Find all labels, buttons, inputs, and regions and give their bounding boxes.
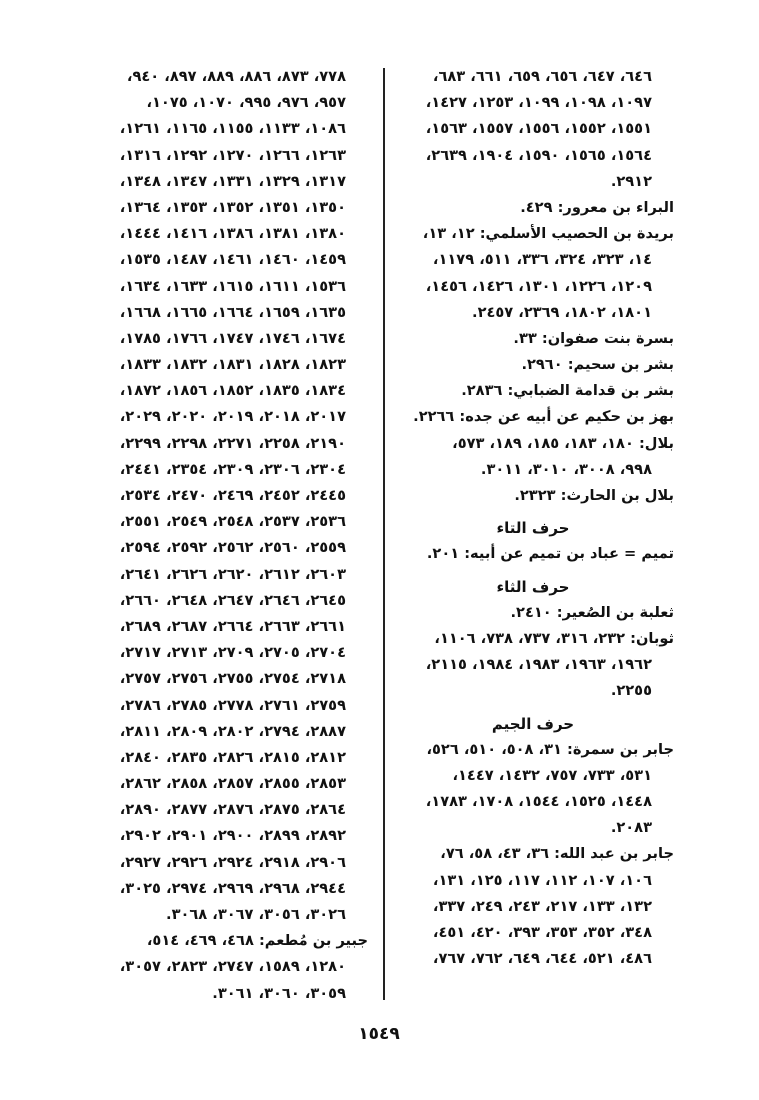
index-entry: بهز بن حكيم عن أبيه عن جده: ٢٢٦٦. [413, 408, 674, 426]
index-entry: بشر بن سحيم: ٢٩٦٠. [521, 356, 674, 374]
index-line: ٢٨١٢، ٢٨١٥، ٢٨٢٦، ٢٨٣٥، ٢٨٤٠، [119, 748, 346, 766]
index-line: ٣٤٨، ٣٥٢، ٣٥٣، ٣٩٣، ٤٢٠، ٤٥١، [432, 924, 652, 941]
index-line: ١٨٢٣، ١٨٢٨، ١٨٣١، ١٨٣٢، ١٨٣٣، [119, 356, 346, 374]
index-entry: تميم = عباد بن تميم عن أبيه: ٢٠١. [426, 545, 674, 563]
index-line: ١٥٥١، ١٥٥٢، ١٥٥٦، ١٥٥٧، ١٥٦٣، [425, 120, 652, 138]
index-line: ١٣٨٠، ١٣٨١، ١٣٨٦، ١٤١٦، ١٤٤٤، [119, 225, 346, 243]
index-line: ١٠٦، ١٠٧، ١١٢، ١١٧، ١٢٥، ١٣١، [432, 871, 652, 889]
index-line: ١٠٩٧، ١٠٩٨، ١٠٩٩، ١٢٥٣، ١٤٢٧، [425, 94, 652, 112]
index-line: ١٢٨٠، ١٥٨٩، ٢٧٤٧، ٢٨٢٣، ٣٠٥٧، [119, 958, 346, 976]
index-line: ٢١٩٠، ٢٢٥٨، ٢٢٧١، ٢٢٩٨، ٢٢٩٩، [119, 434, 346, 452]
index-line: ٢٦٠٣، ٢٦١٢، ٢٦٢٠، ٢٦٢٦، ٢٦٤١، [119, 565, 346, 583]
index-line: ٣٠٥٩، ٣٠٦٠، ٣٠٦١. [212, 984, 346, 1002]
index-line: ١٣١٧، ١٣٢٩، ١٣٣١، ١٣٤٧، ١٣٤٨، [119, 172, 346, 190]
index-line: ٢٩١٢. [610, 172, 652, 190]
index-entry: بشر بن قدامة الضبابي: ٢٨٣٦. [461, 382, 674, 400]
index-entry: جبير بن مُطعم: ٤٦٨، ٤٦٩، ٥١٤، [146, 932, 368, 950]
index-line: ٢٠١٧، ٢٠١٨، ٢٠١٩، ٢٠٢٠، ٢٠٢٩، [119, 408, 346, 426]
index-line: ٣٠٢٦، ٣٠٥٦، ٣٠٦٧، ٣٠٦٨. [166, 906, 346, 923]
index-line: ٥٣١، ٧٣٣، ٧٥٧، ١٤٣٢، ١٤٤٧، [452, 766, 652, 784]
index-entry: بلال بن الحارث: ٢٣٢٣. [514, 487, 674, 504]
section-heading-thaa: حرف الثاء [496, 577, 570, 596]
index-line: ٢٦٤٥، ٢٦٤٦، ٢٦٤٧، ٢٦٤٨، ٢٦٦٠، [119, 591, 346, 609]
index-entry: ثعلبة بن الصُعير: ٢٤١٠. [510, 603, 674, 621]
index-line: ١٩٦٢، ١٩٦٣، ١٩٨٣، ١٩٨٤، ٢١١٥، [425, 656, 652, 674]
index-line: ٩٥٧، ٩٧٦، ٩٩٥، ١٠٧٠، ١٠٧٥، [146, 94, 346, 112]
index-line: ٢٨٨٧، ٢٧٩٤، ٢٨٠٢، ٢٨٠٩، ٢٨١١، [119, 722, 346, 740]
page-number: ١٥٤٩ [358, 1024, 400, 1044]
index-line: ٢٩٠٦، ٢٩١٨، ٢٩٢٤، ٢٩٢٦، ٢٩٢٧، [119, 853, 346, 871]
index-line: ٢٣٠٤، ٢٣٠٦، ٢٣٠٩، ٢٣٥٤، ٢٤٤١، [119, 460, 346, 478]
index-line: ١٨٣٤، ١٨٣٥، ١٨٥٢، ١٨٥٦، ١٨٧٢، [119, 382, 346, 400]
section-heading-taa: حرف التاء [496, 519, 570, 538]
index-line: ٧٧٨، ٨٧٣، ٨٨٦، ٨٨٩، ٨٩٧، ٩٤٠، [126, 68, 346, 85]
index-line: ١٢٦٣، ١٢٦٦، ١٢٧٠، ١٢٩٢، ١٣١٦، [119, 146, 346, 164]
index-line: ١٥٣٦، ١٦١١، ١٦١٥، ١٦٣٣، ١٦٣٤، [119, 277, 346, 295]
column-divider [383, 68, 385, 1000]
left-column [80, 64, 368, 1007]
index-line: ٢٩٤٤، ٢٩٦٨، ٢٩٦٩، ٢٩٧٤، ٣٠٢٥، [119, 879, 346, 897]
index-line: ٢٢٥٥. [610, 682, 652, 700]
index-entry: ثوبان: ٢٣٢، ٣١٦، ٧٣٧، ٧٣٨، ١١٠٦، [434, 629, 674, 647]
index-line: ١٠٨٦، ١١٣٣، ١١٥٥، ١١٦٥، ١٢٦١، [119, 120, 346, 138]
index-entry: جابر بن عبد الله: ٣٦، ٤٣، ٥٨، ٧٦، [440, 845, 674, 863]
index-line: ٢٥٣٦، ٢٥٣٧، ٢٥٤٨، ٢٥٤٩، ٢٥٥١، [119, 513, 346, 531]
index-line: ٦٤٦، ٦٤٧، ٦٥٦، ٦٥٩، ٦٦١، ٦٨٣، [432, 68, 652, 85]
index-entry: البراء بن معرور: ٤٢٩. [520, 198, 674, 216]
index-line: ٩٩٨، ٣٠٠٨، ٣٠١٠، ٣٠١١. [480, 460, 652, 478]
index-line: ٢٨٩٢، ٢٨٩٩، ٢٩٠٠، ٢٩٠١، ٢٩٠٢، [119, 827, 346, 845]
index-line: ١٤٤٨، ١٥٢٥، ١٥٤٤، ١٧٠٨، ١٧٨٣، [425, 793, 652, 811]
index-line: ٢٧١٨، ٢٧٥٤، ٢٧٥٥، ٢٧٥٦، ٢٧٥٧، [119, 670, 346, 688]
index-line: ١٨٠١، ١٨٠٢، ٢٣٦٩، ٢٤٥٧. [472, 303, 652, 321]
index-line: ٢٠٨٣. [610, 819, 652, 837]
index-entry: جابر بن سمرة: ٣١، ٥٠٨، ٥١٠، ٥٢٦، [426, 740, 674, 758]
index-entry: بلال: ١٨٠، ١٨٣، ١٨٥، ١٨٩، ٥٧٣، [452, 434, 674, 452]
index-line: ١٢٠٩، ١٢٢٦، ١٣٠١، ١٤٢٦، ١٤٥٦، [425, 277, 652, 295]
index-line: ١٣٢، ١٣٣، ٢١٧، ٢٤٣، ٢٤٩، ٣٣٧، [432, 897, 652, 915]
index-line: ٢٧٠٤، ٢٧٠٥، ٢٧٠٩، ٢٧١٣، ٢٧١٧، [119, 644, 346, 662]
index-line: ٢٦٦١، ٢٦٦٣، ٢٦٦٤، ٢٦٨٧، ٢٦٨٩، [119, 617, 346, 635]
index-line: ٢٤٤٥، ٢٤٥٢، ٢٤٦٩، ٢٤٧٠، ٢٥٣٤، [119, 487, 346, 504]
index-entry: بريدة بن الحصيب الأسلمي: ١٢، ١٣، [422, 225, 674, 243]
index-line: ١٤٥٩، ١٤٦٠، ١٤٦١، ١٤٨٧، ١٥٣٥، [119, 251, 346, 269]
index-line: ٢٨٥٣، ٢٨٥٥، ٢٨٥٧، ٢٨٥٨، ٢٨٦٢، [119, 775, 346, 793]
right-column [392, 64, 674, 972]
index-line: ١٦٧٤، ١٧٤٦، ١٧٤٧، ١٧٦٦، ١٧٨٥، [119, 329, 346, 347]
index-line: ١٥٦٤، ١٥٦٥، ١٥٩٠، ١٩٠٤، ٢٦٣٩، [425, 146, 652, 164]
index-line: ٢٥٥٩، ٢٥٦٠، ٢٥٦٢، ٢٥٩٢، ٢٥٩٤، [119, 539, 346, 557]
index-entry: بسرة بنت صفوان: ٣٣. [513, 329, 674, 347]
index-line: ٢٨٦٤، ٢٨٧٥، ٢٨٧٦، ٢٨٧٧، ٢٨٩٠، [119, 801, 346, 819]
index-line: ١٤، ٣٢٣، ٣٢٤، ٣٣٦، ٥١١، ١١٧٩، [432, 251, 652, 269]
section-heading-jeem: حرف الجيم [491, 714, 575, 733]
index-line: ١٦٣٥، ١٦٥٩، ١٦٦٤، ١٦٦٥، ١٦٦٨، [119, 303, 346, 321]
index-line: ١٣٥٠، ١٣٥١، ١٣٥٢، ١٣٥٣، ١٣٦٤، [119, 198, 346, 216]
index-line: ٤٨٦، ٥٢١، ٦٤٤، ٦٤٩، ٧٦٢، ٧٦٧، [432, 950, 652, 968]
index-line: ٢٧٥٩، ٢٧٦١، ٢٧٧٨، ٢٧٨٥، ٢٧٨٦، [119, 696, 346, 714]
